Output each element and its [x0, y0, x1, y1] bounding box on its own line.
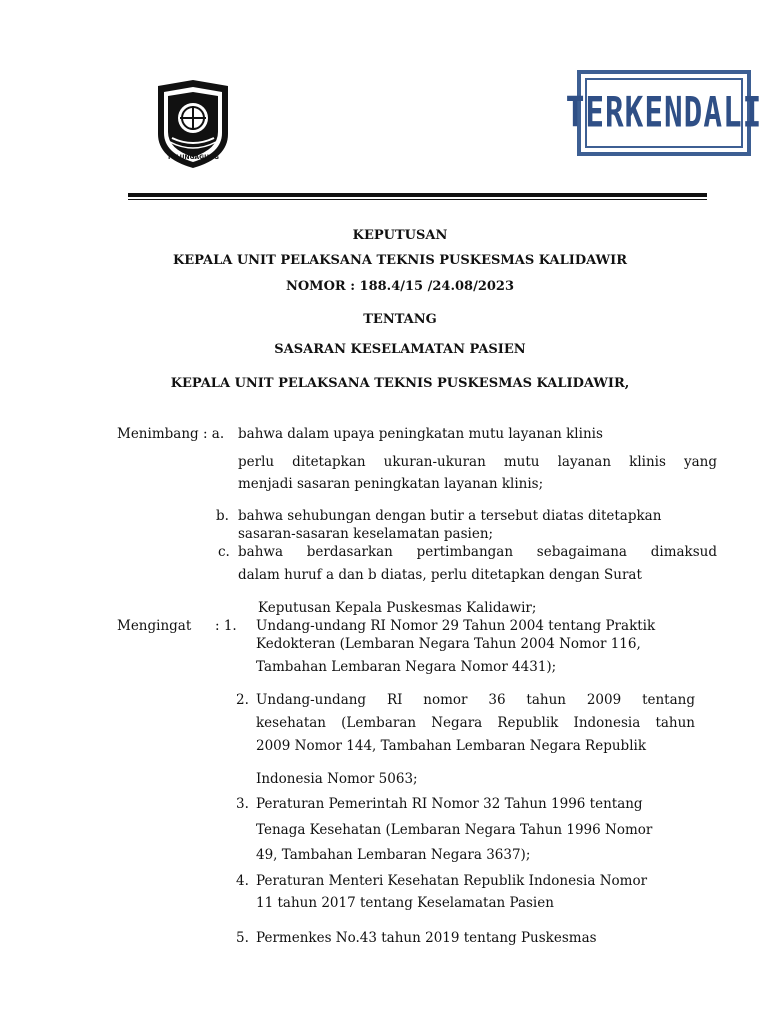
mengingat-item-1-line: Tambahan Lembaran Negara Nomor 4431);: [256, 659, 557, 675]
regency-emblem: [150, 76, 236, 172]
authority-heading: KEPALA UNIT PELAKSANA TEKNIS PUSKESMAS KALIDAWIR,: [170, 376, 630, 391]
doc-type: KEPUTUSAN: [352, 228, 448, 243]
mengingat-label: Mengingat: [117, 618, 192, 634]
decree-number: NOMOR : 188.4/15 /24.08/2023: [285, 279, 515, 294]
mengingat-item-3-line: Peraturan Pemerintah RI Nomor 32 Tahun 1996 tentang: [256, 796, 643, 812]
menimbang-b-line: bahwa sehubungan dengan butir a tersebut diatas ditetapkan: [238, 508, 662, 524]
mengingat-item-1-line: Undang-undang RI Nomor 29 Tahun 2004 tentang Praktik: [256, 618, 656, 634]
mengingat-item-4-line: 11 tahun 2017 tentang Keselamatan Pasien: [256, 895, 554, 911]
menimbang-a-line: perlu ditetapkan ukuran-ukuran mutu layanan klinis yang: [238, 454, 717, 470]
subject-heading: SASARAN KESELAMATAN PASIEN: [274, 342, 526, 357]
menimbang-b-line: sasaran-sasaran keselamatan pasien;: [238, 526, 494, 542]
menimbang-c-marker: c.: [218, 544, 230, 560]
menimbang-label: Menimbang : a.: [117, 426, 225, 442]
mengingat-item-3-marker: 3.: [236, 796, 249, 812]
mengingat-item-5-line: Permenkes No.43 tahun 2019 tentang Puskesmas: [256, 930, 597, 946]
header-rule-thin: [128, 199, 707, 200]
mengingat-item-2-line: 2009 Nomor 144, Tambahan Lembaran Negara Republik: [256, 738, 647, 754]
mengingat-item-4-marker: 4.: [236, 873, 249, 889]
mengingat-item-2-line: Indonesia Nomor 5063;: [256, 771, 418, 787]
controlled-stamp: [565, 70, 763, 156]
menimbang-a-line: bahwa dalam upaya peningkatan mutu layanan klinis: [238, 426, 603, 442]
mengingat-item-3-line: Tenaga Kesehatan (Lembaran Negara Tahun 1996 Nomor: [256, 822, 653, 838]
mengingat-item-5-marker: 5.: [236, 930, 249, 946]
stamp-text: TERKENDALI: [565, 88, 763, 138]
mengingat-item-2-marker: 2.: [236, 692, 249, 708]
header-rule-thick: [128, 193, 707, 197]
menimbang-c-line: Keputusan Kepala Puskesmas Kalidawir;: [258, 600, 537, 616]
mengingat-colon: : 1.: [215, 618, 237, 634]
menimbang-c-line: bahwa berdasarkan pertimbangan sebagaimana dimaksud: [238, 544, 717, 560]
issuer: KEPALA UNIT PELAKSANA TEKNIS PUSKESMAS KALIDAWIR: [172, 253, 628, 268]
mengingat-item-4-line: Peraturan Menteri Kesehatan Republik Indonesia Nomor: [256, 873, 648, 889]
mengingat-item-2-line: Undang-undang RI nomor 36 tahun 2009 tentang: [256, 692, 695, 708]
mengingat-item-1-line: Kedokteran (Lembaran Negara Tahun 2004 Nomor 116,: [256, 636, 641, 652]
menimbang-b-marker: b.: [216, 508, 229, 524]
menimbang-c-line: dalam huruf a dan b diatas, perlu ditetapkan dengan Surat: [238, 567, 642, 583]
tentang-heading: TENTANG: [363, 312, 437, 327]
mengingat-item-3-line: 49, Tambahan Lembaran Negara 3637);: [256, 847, 531, 863]
mengingat-item-2-line: kesehatan (Lembaran Negara Republik Indonesia tahun: [256, 715, 695, 731]
menimbang-a-line: menjadi sasaran peningkatan layanan klinis;: [238, 476, 544, 492]
emblem-label: TULUNGAGUNG: [167, 154, 219, 161]
